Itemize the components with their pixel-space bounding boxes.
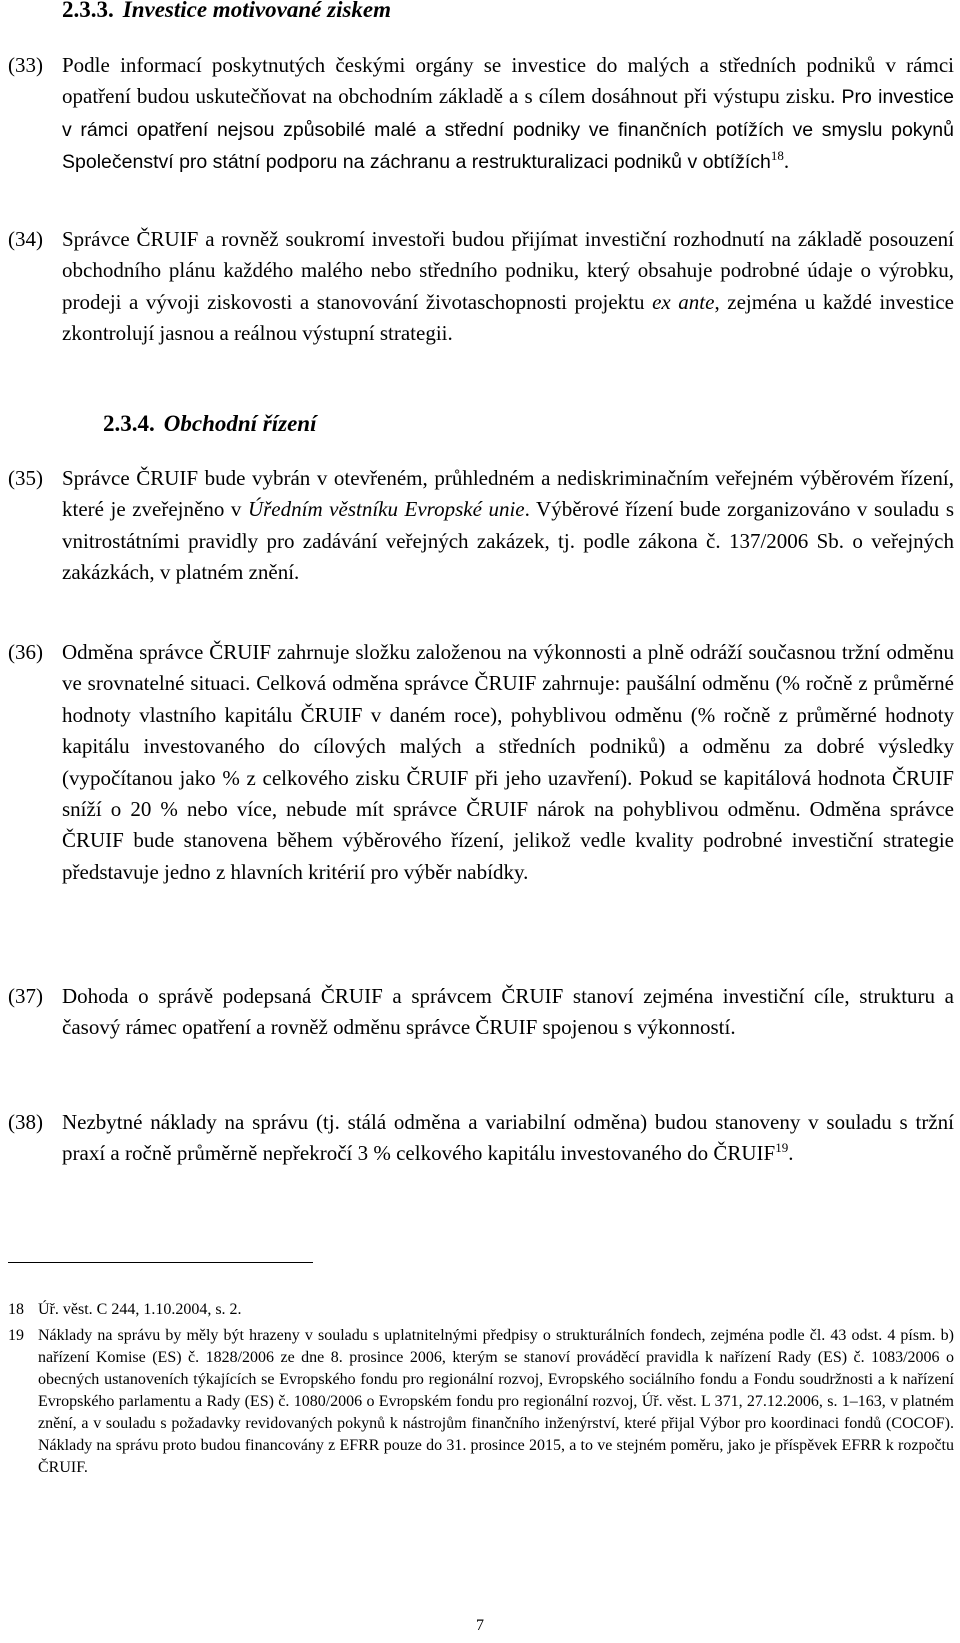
paragraph-number: (33) [8, 53, 43, 77]
paragraph-text-part: , zejména u každé investice zkontrolují jasnou a reálnou výstupní strategii. [62, 289, 954, 346]
paragraph-number: (35) [8, 466, 43, 490]
paragraph-text-part: Správce ČRUIF bude vybrán v otevřeném, průhledném a nediskriminačním veřejném výběrovém řízení, které je zveřejněno v [62, 466, 954, 522]
paragraph-text-part: Správce ČRUIF a rovněž soukromí investoři budou přijímat investiční rozhodnutí na základě posouzení obchodního plánu každého malého nebo středního podniku, který obsahuje podrobné údaje o výrobku, prodeji a vývoji ziskovosti a stanovování životaschopnosti projektu [62, 227, 954, 314]
paragraph-number: (36) [8, 640, 43, 664]
paragraph-34 [8, 224, 954, 350]
footnote-number: 18 [8, 1301, 24, 1318]
footnote-number: 19 [8, 1327, 24, 1344]
footnote-text: Úř. věst. C 244, 1.10.2004, s. 2. [38, 1301, 242, 1318]
paragraph-text [62, 463, 954, 589]
section-heading-2-3-3 [62, 0, 391, 23]
paragraph-end-punct: . [783, 149, 790, 174]
paragraph-number: (34) [8, 227, 43, 251]
paragraph-38 [8, 1107, 954, 1170]
paragraph-end-punct: . [788, 1141, 794, 1166]
journal-title: Úředním věstníku Evropské unie [247, 497, 525, 522]
page-number: 7 [476, 1617, 484, 1634]
paragraph-text [62, 224, 954, 350]
footnote-18 [8, 1299, 954, 1321]
section-title: Investice motivované ziskem [122, 0, 392, 22]
paragraph-text-part: . Výběrové řízení bude zorganizováno v souladu s vnitrostátními pravidly pro zadávání veřejných zakázek, tj. podle zákona č. 137/2006 Sb. o veřejných zakázkách, v platném znění. [62, 497, 955, 585]
footnote-separator [8, 1262, 313, 1263]
footnote-19 [8, 1325, 954, 1479]
section-heading-2-3-4 [103, 411, 316, 437]
paragraph-text: Odměna správce ČRUIF zahrnuje složku založenou na výkonnosti a plně odráží současnou tržní odměnu ve srovnatelné situaci. Celková odměna správce ČRUIF zahrnuje: paušální odměnu (% ročně z průměrné hodnoty vlastního kapitálu ČRUIF v daném roce), pohyblivou odměnu (% ročně z průměrné hodnoty kapitálu investovaného do cílových malých a středních podniků) a odměnu za dobré výsledky (vypočítanou jako % z celkového zisku ČRUIF při jeho uzavření). Pokud se kapitálová hodnota ČRUIF sníží o 20 % nebo více, nebude mít správce ČRUIF nárok na pohyblivou odměnu. Odměna správce ČRUIF bude stanovena během výběrového řízení, jelikož vedle kvality podrobné investiční strategie představuje jedno z hlavních kritérií pro výběr nabídky. [62, 640, 954, 884]
italic-term: ex ante [652, 289, 715, 314]
paragraph-number: (37) [8, 984, 43, 1008]
paragraph-text-part: Nezbytné náklady na správu (tj. stálá odměna a variabilní odměna) budou stanoveny v souladu s tržní praxí a ročně průměrně nepřekročí 3 % celkového kapitálu investovaného do ČRUIF [62, 1110, 954, 1166]
footnote-text: Náklady na správu by měly být hrazeny v souladu s uplatnitelnými předpisy o strukturálních fondech, zejména podle čl. 43 odst. 4 písm. b) nařízení Komise (ES) č. 1828/2006 ze dne 8. prosince 2006, kterým se stanoví prováděcí pravidla k nařízení Rady (ES) č. 1083/2006 o obecných ustanoveních týkajících se Evropského fondu pro regionální rozvoj, Evropského sociálního fondu a Fondu soudržnosti a k nařízení Evropského parlamentu a Rady (ES) č. 1080/2006 o Evropském fondu pro regionální rozvoj, Úř. věst. L 371, 27.12.2006, s. 1–163, v platném znění, a v souladu s požadavky revidovaných pokynů k nástrojům finančního inženýrství, které přijal Výbor pro koordinaci fondů (COCOF). Náklady na správu proto budou financovány z EFRR pouze do 31. prosince 2015, a to ve stejném poměru, jako je příspěvek EFRR k rozpočtu ČRUIF. [38, 1327, 954, 1476]
section-title: Obchodní řízení [163, 411, 317, 436]
paragraph-text [62, 1107, 954, 1170]
paragraph-number: (38) [8, 1110, 43, 1134]
paragraph-text [62, 50, 954, 179]
paragraph-36 [8, 637, 954, 888]
paragraph-37 [8, 981, 954, 1044]
paragraph-text: Dohoda o správě podepsaná ČRUIF a správcem ČRUIF stanoví zejména investiční cíle, strukturu a časový rámec opatření a rovněž odměnu správce ČRUIF spojenou s výkonností. [62, 984, 954, 1040]
paragraph-text-serif: Podle informací poskytnutých českými orgány se investice do malých a středních podniků v rámci opatření budou uskutečňovat na obchodním základě a s cílem dosáhnout při výstupu zisku. [62, 53, 954, 109]
footnote-ref-18[interactable]: 18 [770, 148, 784, 164]
paragraph-33 [8, 50, 954, 179]
section-number: 2.3.4. [103, 411, 155, 436]
section-number: 2.3.3. [62, 0, 114, 22]
footnote-ref-19[interactable]: 19 [775, 1140, 789, 1156]
paragraph-text-sans: Pro investice v rámci opatření nejsou způsobilé malé a střední podniky ve finančních potížích ve smyslu pokynů Společenství pro státní podporu na záchranu a restrukturalizaci podniků v obtížích [62, 86, 954, 174]
paragraph-35 [8, 463, 954, 589]
